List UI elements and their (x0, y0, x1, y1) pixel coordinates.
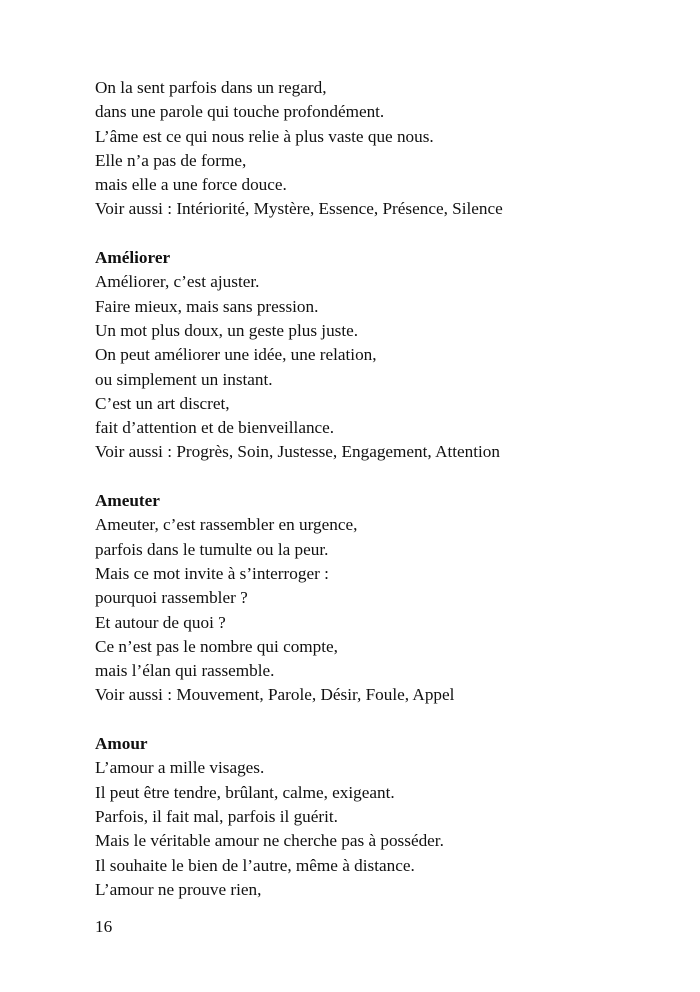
entry-term: Améliorer (95, 248, 171, 268)
entry-amour (95, 732, 665, 902)
text-line: fait d’attention et de bienveillance. (95, 418, 335, 438)
entry-ameuter (95, 489, 665, 708)
text-line: Améliorer, c’est ajuster. (95, 272, 260, 292)
spacer (95, 465, 665, 489)
text-line: L’âme est ce qui nous relie à plus vaste que nous. (95, 126, 434, 146)
text-line: On peut améliorer une idée, une relation, (95, 345, 377, 365)
text-line: C’est un art discret, (95, 393, 230, 413)
text-line: Ce n’est pas le nombre qui compte, (95, 636, 338, 656)
text-line: Parfois, il fait mal, parfois il guérit. (95, 806, 338, 826)
text-line: Mais ce mot invite à s’interroger : (95, 563, 329, 583)
text-line: mais elle a une force douce. (95, 175, 287, 195)
text-line: Ameuter, c’est rassembler en urgence, (95, 515, 358, 535)
text-line: pourquoi rassembler ? (95, 588, 248, 608)
text-line: mais l’élan qui rassemble. (95, 661, 275, 681)
text-line: Il souhaite le bien de l’autre, même à distance. (95, 855, 415, 875)
entry-term: Amour (95, 734, 148, 754)
text-line: L’amour a mille visages. (95, 758, 265, 778)
page-number: 16 (95, 917, 113, 936)
text-line: Elle n’a pas de forme, (95, 150, 247, 170)
spacer (95, 708, 665, 732)
text-line: Un mot plus doux, un geste plus juste. (95, 320, 359, 340)
document-page (95, 76, 665, 902)
intro-block (95, 76, 665, 222)
see-also-line: Voir aussi : Progrès, Soin, Justesse, Engagement, Attention (95, 442, 500, 462)
text-line: Mais le véritable amour ne cherche pas à posséder. (95, 831, 444, 851)
see-also-line: Voir aussi : Mouvement, Parole, Désir, Foule, Appel (95, 685, 455, 705)
entry-term: Ameuter (95, 491, 160, 511)
see-also-line: Voir aussi : Intériorité, Mystère, Essence, Présence, Silence (95, 199, 503, 219)
text-line: L’amour ne prouve rien, (95, 879, 262, 899)
text-line: Faire mieux, mais sans pression. (95, 296, 319, 316)
spacer (95, 222, 665, 246)
text-line: Il peut être tendre, brûlant, calme, exigeant. (95, 782, 395, 802)
text-line: On la sent parfois dans un regard, (95, 78, 327, 97)
text-line: parfois dans le tumulte ou la peur. (95, 539, 329, 559)
entry-ameliorer (95, 246, 665, 465)
text-line: dans une parole qui touche profondément. (95, 102, 385, 122)
text-line: ou simplement un instant. (95, 369, 273, 389)
text-line: Et autour de quoi ? (95, 612, 226, 632)
